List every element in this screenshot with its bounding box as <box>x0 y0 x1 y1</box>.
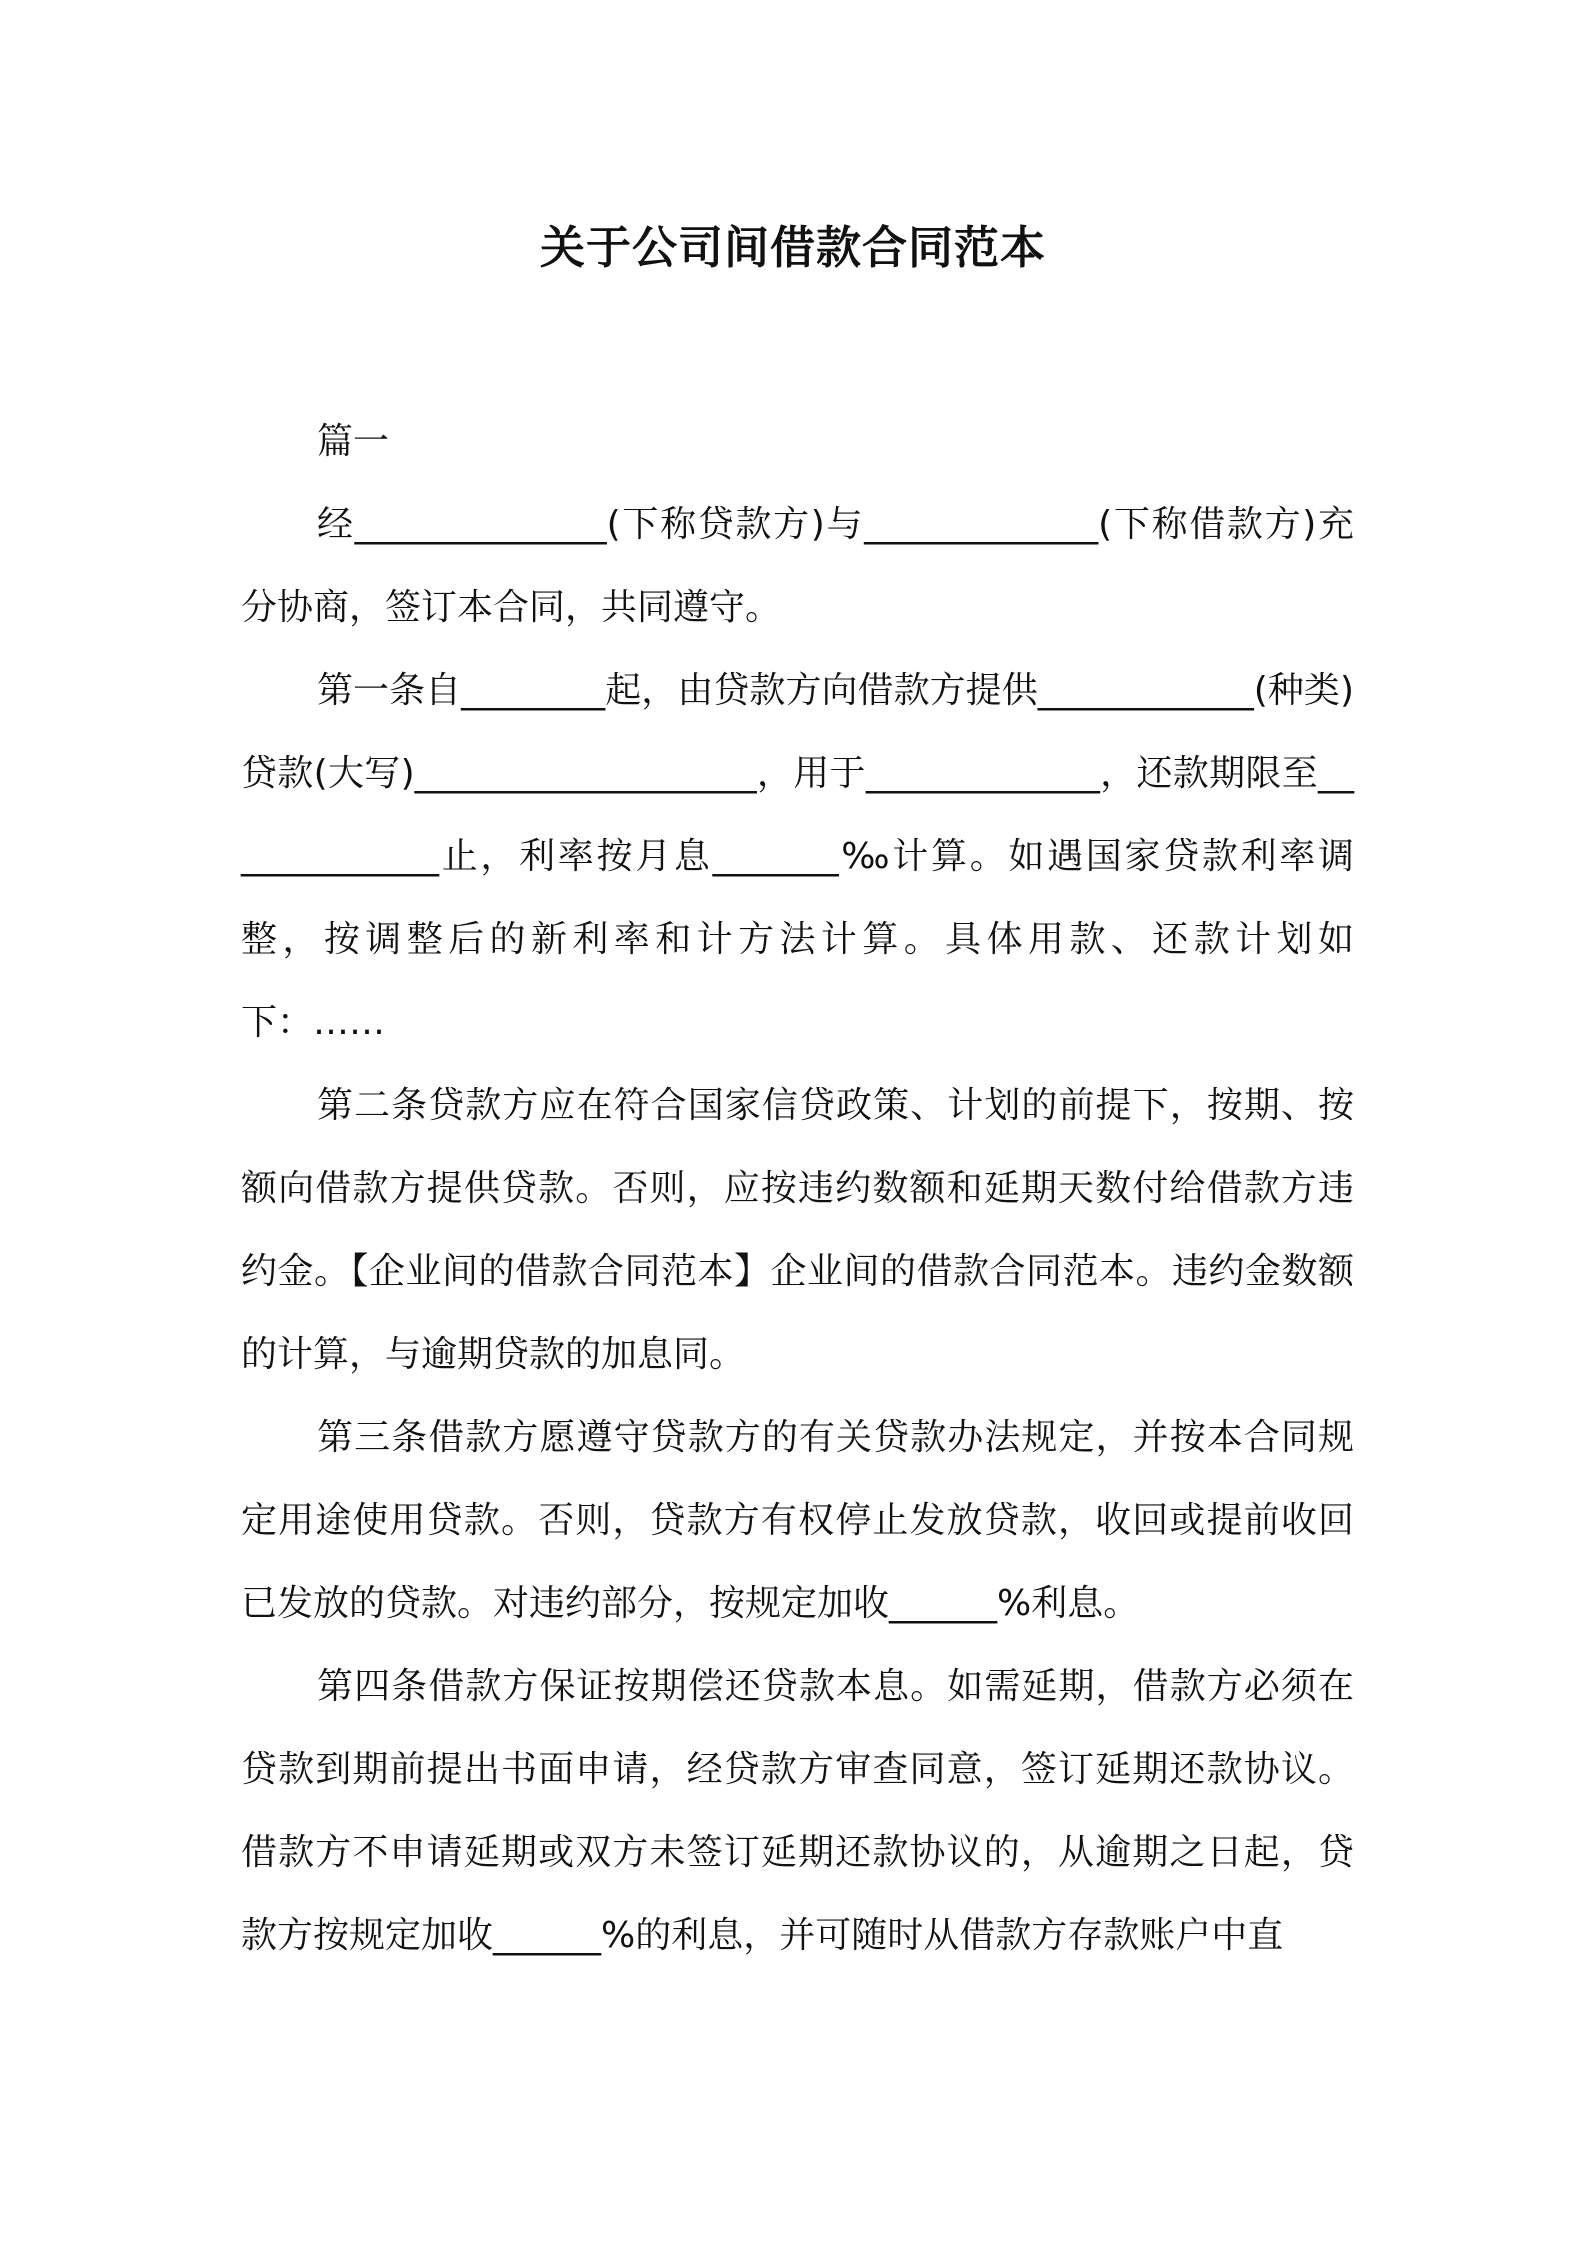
section-label: 篇一 <box>317 421 390 462</box>
paragraph-article-3: 第三条借款方愿遵守贷款方的有关贷款办法规定，并按本合同规定用途使用贷款。否则，贷款方有权停止发放贷款，收回或提前收回已发放的贷款。对违约部分，按规定加收______%利息。 <box>241 1417 1354 1624</box>
document-title: 关于公司间借款合同范本 <box>539 221 1046 274</box>
paragraph-article-4: 第四条借款方保证按期偿还贷款本息。如需延期，借款方必须在贷款到期前提出书面申请，经贷款方审查同意，签订延期还款协议。借款方不申请延期或双方未签订延期还款协议的，从逾期之日起，贷款方按规定加收______%的利息，并可随时从借款方存款账户中直 <box>241 1666 1354 1956</box>
document-body <box>241 400 1354 1977</box>
paragraph-article-1: 第一条自________起，由贷款方向借款方提供____________(种类)贷款(大写)___________________，用于_____________，还款期限至_____________止，利率按月息_______‰计算。如遇国家贷款利率调整，按调整后的新利率和计方法计算。具体用款、还款计划如下：…… <box>241 670 1354 1043</box>
paragraph-preamble: 经______________(下称贷款方)与_____________(下称借款方)充分协商，签订本合同，共同遵守。 <box>241 504 1354 628</box>
paragraph-article-2: 第二条贷款方应在符合国家信贷政策、计划的前提下，按期、按额向借款方提供贷款。否则，应按违约数额和延期天数付给借款方违约金。【企业间的借款合同范本】企业间的借款合同范本。违约金数额的计算，与逾期贷款的加息同。 <box>241 1085 1354 1375</box>
